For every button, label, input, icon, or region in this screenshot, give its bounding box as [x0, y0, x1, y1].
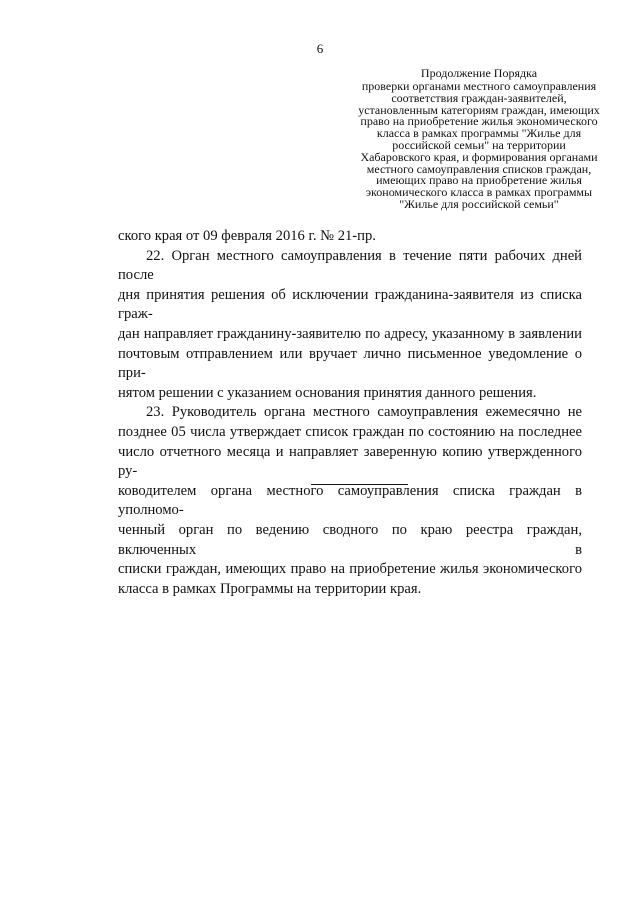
- header-title: Продолжение Порядка: [420, 66, 538, 80]
- paragraph-line: ководителем органа местного самоуправления списка граждан в уполномо-: [118, 482, 582, 519]
- header-line: "Жилье для российской семьи": [399, 196, 559, 211]
- paragraph-23: [118, 403, 582, 599]
- header-line: имеющих право на приобретение жилья: [376, 173, 582, 188]
- paragraph-line: нятом решении с указанием основания принятия данного решения.: [118, 384, 537, 401]
- page-number: 6: [316, 41, 324, 56]
- header-line: российской семьи" на территории: [392, 137, 566, 152]
- header-line: установленным категориям граждан, имеющих: [358, 102, 600, 117]
- paragraph-line: число отчетного месяца и направляет заверенную копию утвержденного ру-: [118, 443, 582, 480]
- paragraph-22: [118, 247, 582, 404]
- paragraph-line: почтовым отправлением или вручает лично письменное уведомление о при-: [118, 345, 582, 382]
- body-text: [118, 227, 582, 599]
- paragraph-line: 23. Руководитель органа местного самоуправления ежемесячно не: [146, 404, 582, 421]
- paragraph-line: списки граждан, имеющих право на приобретение жилья экономического: [118, 561, 582, 578]
- header-line: Хабаровского края, и формирования органами: [360, 149, 598, 164]
- header-line: соответствия граждан-заявителей,: [391, 90, 567, 105]
- paragraph-line: дня принятия решения об исключении гражданина-заявителя из списка граж-: [118, 286, 582, 323]
- paragraph-line: класса в рамках Программы на территории края.: [118, 580, 422, 597]
- end-separator-line: [311, 484, 408, 485]
- header-line: экономического класса в рамках программы: [365, 185, 593, 200]
- header-block: [332, 81, 626, 211]
- paragraph-line: ченный орган по ведению сводного по краю реестра граждан, включенных в: [118, 521, 582, 558]
- header-line: местного самоуправления списков граждан,: [366, 161, 592, 176]
- paragraph-line: дан направляет гражданину-заявителю по адресу, указанному в заявлении: [118, 325, 582, 342]
- header-line: проверки органами местного самоуправления: [361, 79, 597, 93]
- header-line: класса в рамках программы "Жилье для: [376, 126, 582, 141]
- header-line: право на приобретение жилья экономического: [360, 114, 598, 129]
- paragraph-line: 22. Орган местного самоуправления в течение пяти рабочих дней после: [118, 247, 582, 284]
- paragraph-line: позднее 05 числа утверждает список граждан по состоянию на последнее: [118, 423, 582, 440]
- continuation-line: ского края от 09 февраля 2016 г. № 21-пр.: [118, 228, 376, 244]
